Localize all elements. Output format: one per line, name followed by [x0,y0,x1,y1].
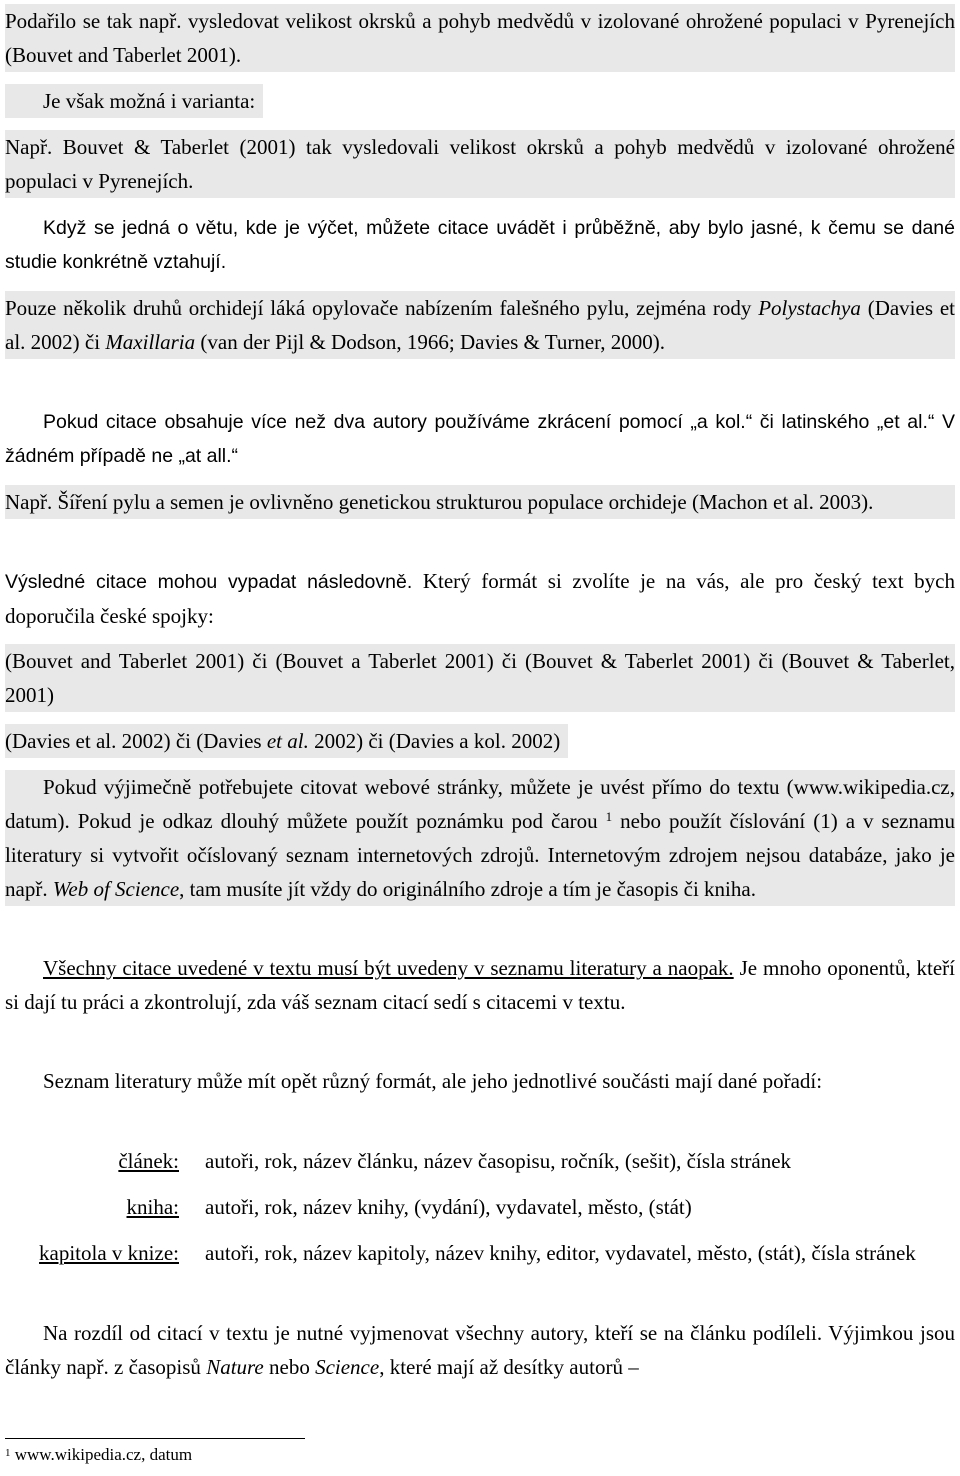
paragraph-text: Podařilo se tak např. vysledovat velikost okrsků a pohyb medvědů v izolované ohrožené populaci v Pyrenejích (Bouvet and Taberlet 2001). [5,9,955,67]
text-run: Pokud výjimečně potřebujete citovat webové stránky, můžete je uvést přímo do textu (www.wikipedia.cz, datum). Pokud je odkaz dlouhý můžete použít poznámku pod čarou [5,775,955,833]
paragraph-text: Je však možná i varianta: [43,89,256,113]
paragraph-bear-example [5,4,955,72]
paragraph-text: Např. Šíření pylu a semen je ovlivněno genetickou strukturou populace orchideje (Machon et al. 2003). [5,490,874,514]
journal-name: Science [315,1355,380,1379]
genus-name: Maxillaria [105,330,196,354]
text-run: Na rozdíl od citací v textu je nutné vyjmenovat všechny autory, kteří se na článku podíleli. Výjimkou jsou články např. z časopisů [5,1321,955,1379]
text-run: nebo [263,1355,316,1379]
reference-type-label: článek: [118,1149,179,1173]
et-al-italic: et al. [266,729,309,753]
paragraph-text: Pokud citace obsahuje více než dva autory používáme zkrácení pomocí „a kol.“ či latinského „et al.“ V žádném případě ne „at all.“ [5,411,955,467]
paragraph-et-al-note [5,405,955,473]
reference-type-label: kniha: [126,1195,179,1219]
journal-name: Nature [206,1355,264,1379]
text-run: (Davies et al. 2002) či [5,296,955,354]
text-run: Který formát si zvolíte je na vás, ale pro český text bych doporučila české spojky: [5,569,955,628]
text-run: Pouze několik druhů orchidejí láká opylovače nabízením falešného pylu, zejména rody [5,296,759,320]
paragraph-text: Když se jedná o větu, kde je výčet, můžete citace uvádět i průběžně, aby bylo jasné, k čemu se dané studie konkrétně vztahují. [5,217,955,273]
footnote-reference: 1 [605,809,613,824]
paragraph-citation-variants [5,644,955,712]
text-run: , tam musíte jít vždy do originálního zdroje a tím je časopis či kniha. [179,877,756,901]
paragraph-format-intro [5,564,955,633]
text-run: Výsledné citace mohou vypadat následovně. [5,571,413,593]
text-run: (van der Pijl & Dodson, 1966; Davies & Turner, 2000). [195,330,666,354]
reference-format-text: autoři, rok, název kapitoly, název knihy, editor, vydavatel, město, (stát), čísla stránek [205,1241,916,1265]
text-run: (Davies et al. 2002) či (Davies [5,729,267,753]
paragraph-variant-example [5,130,955,198]
reference-type-label: kapitola v knize: [39,1241,179,1265]
paragraph-reference-order [5,1064,955,1098]
text-run: nebo použít číslování (1) a v seznamu literatury si vytvořit očíslovaný seznam internetových zdrojů. Internetovým zdrojem nejsou databáze, jako je např. [5,809,955,901]
reference-format-text: autoři, rok, název knihy, (vydání), vydavatel, město, (stát) [205,1195,692,1219]
paragraph-orchid-example [5,291,955,359]
paragraph-variant-intro [5,84,263,118]
footnote-text: www.wikipedia.cz, datum [10,1445,193,1464]
paragraph-enumeration-note [5,211,955,279]
paragraph-text: Např. Bouvet & Taberlet (2001) tak vysledovali velikost okrsků a pohyb medvědů v izolované ohrožené populaci v Pyrenejích. [5,135,955,193]
reference-format-text: autoři, rok, název článku, název časopisu, ročník, (sešit), čísla stránek [205,1149,792,1173]
text-run: 2002) či (Davies a kol. 2002) [308,729,561,753]
text-run: Je mnoho oponentů, kteří si dají tu práci a zkontrolují, zda váš seznam citací sedí s citacemi v textu. [5,956,955,1014]
paragraph-all-authors [5,1316,955,1384]
underlined-rule: Všechny citace uvedené v textu musí být uvedeny v seznamu literatury a naopak. [43,956,734,980]
paragraph-web-citation [5,770,955,906]
paragraph-text: Seznam literatury může mít opět různý formát, ale jeho jednotlivé součásti mají dané pořadí: [43,1069,823,1093]
paragraph-all-citations [5,951,955,1019]
paragraph-text: (Bouvet and Taberlet 2001) či (Bouvet a Taberlet 2001) či (Bouvet & Taberlet 2001) či (Bouvet & Taberlet, 2001) [5,649,955,707]
text-run: , které mají až desítky autorů – [379,1355,639,1379]
genus-name: Polystachya [758,296,861,320]
paragraph-davies-variants [5,724,568,758]
footnote-number: 1 [5,1447,11,1459]
footnote [5,1444,192,1466]
paragraph-pollen-example [5,485,955,519]
footnote-separator [5,1438,305,1439]
database-name: Web of Science [52,877,180,901]
